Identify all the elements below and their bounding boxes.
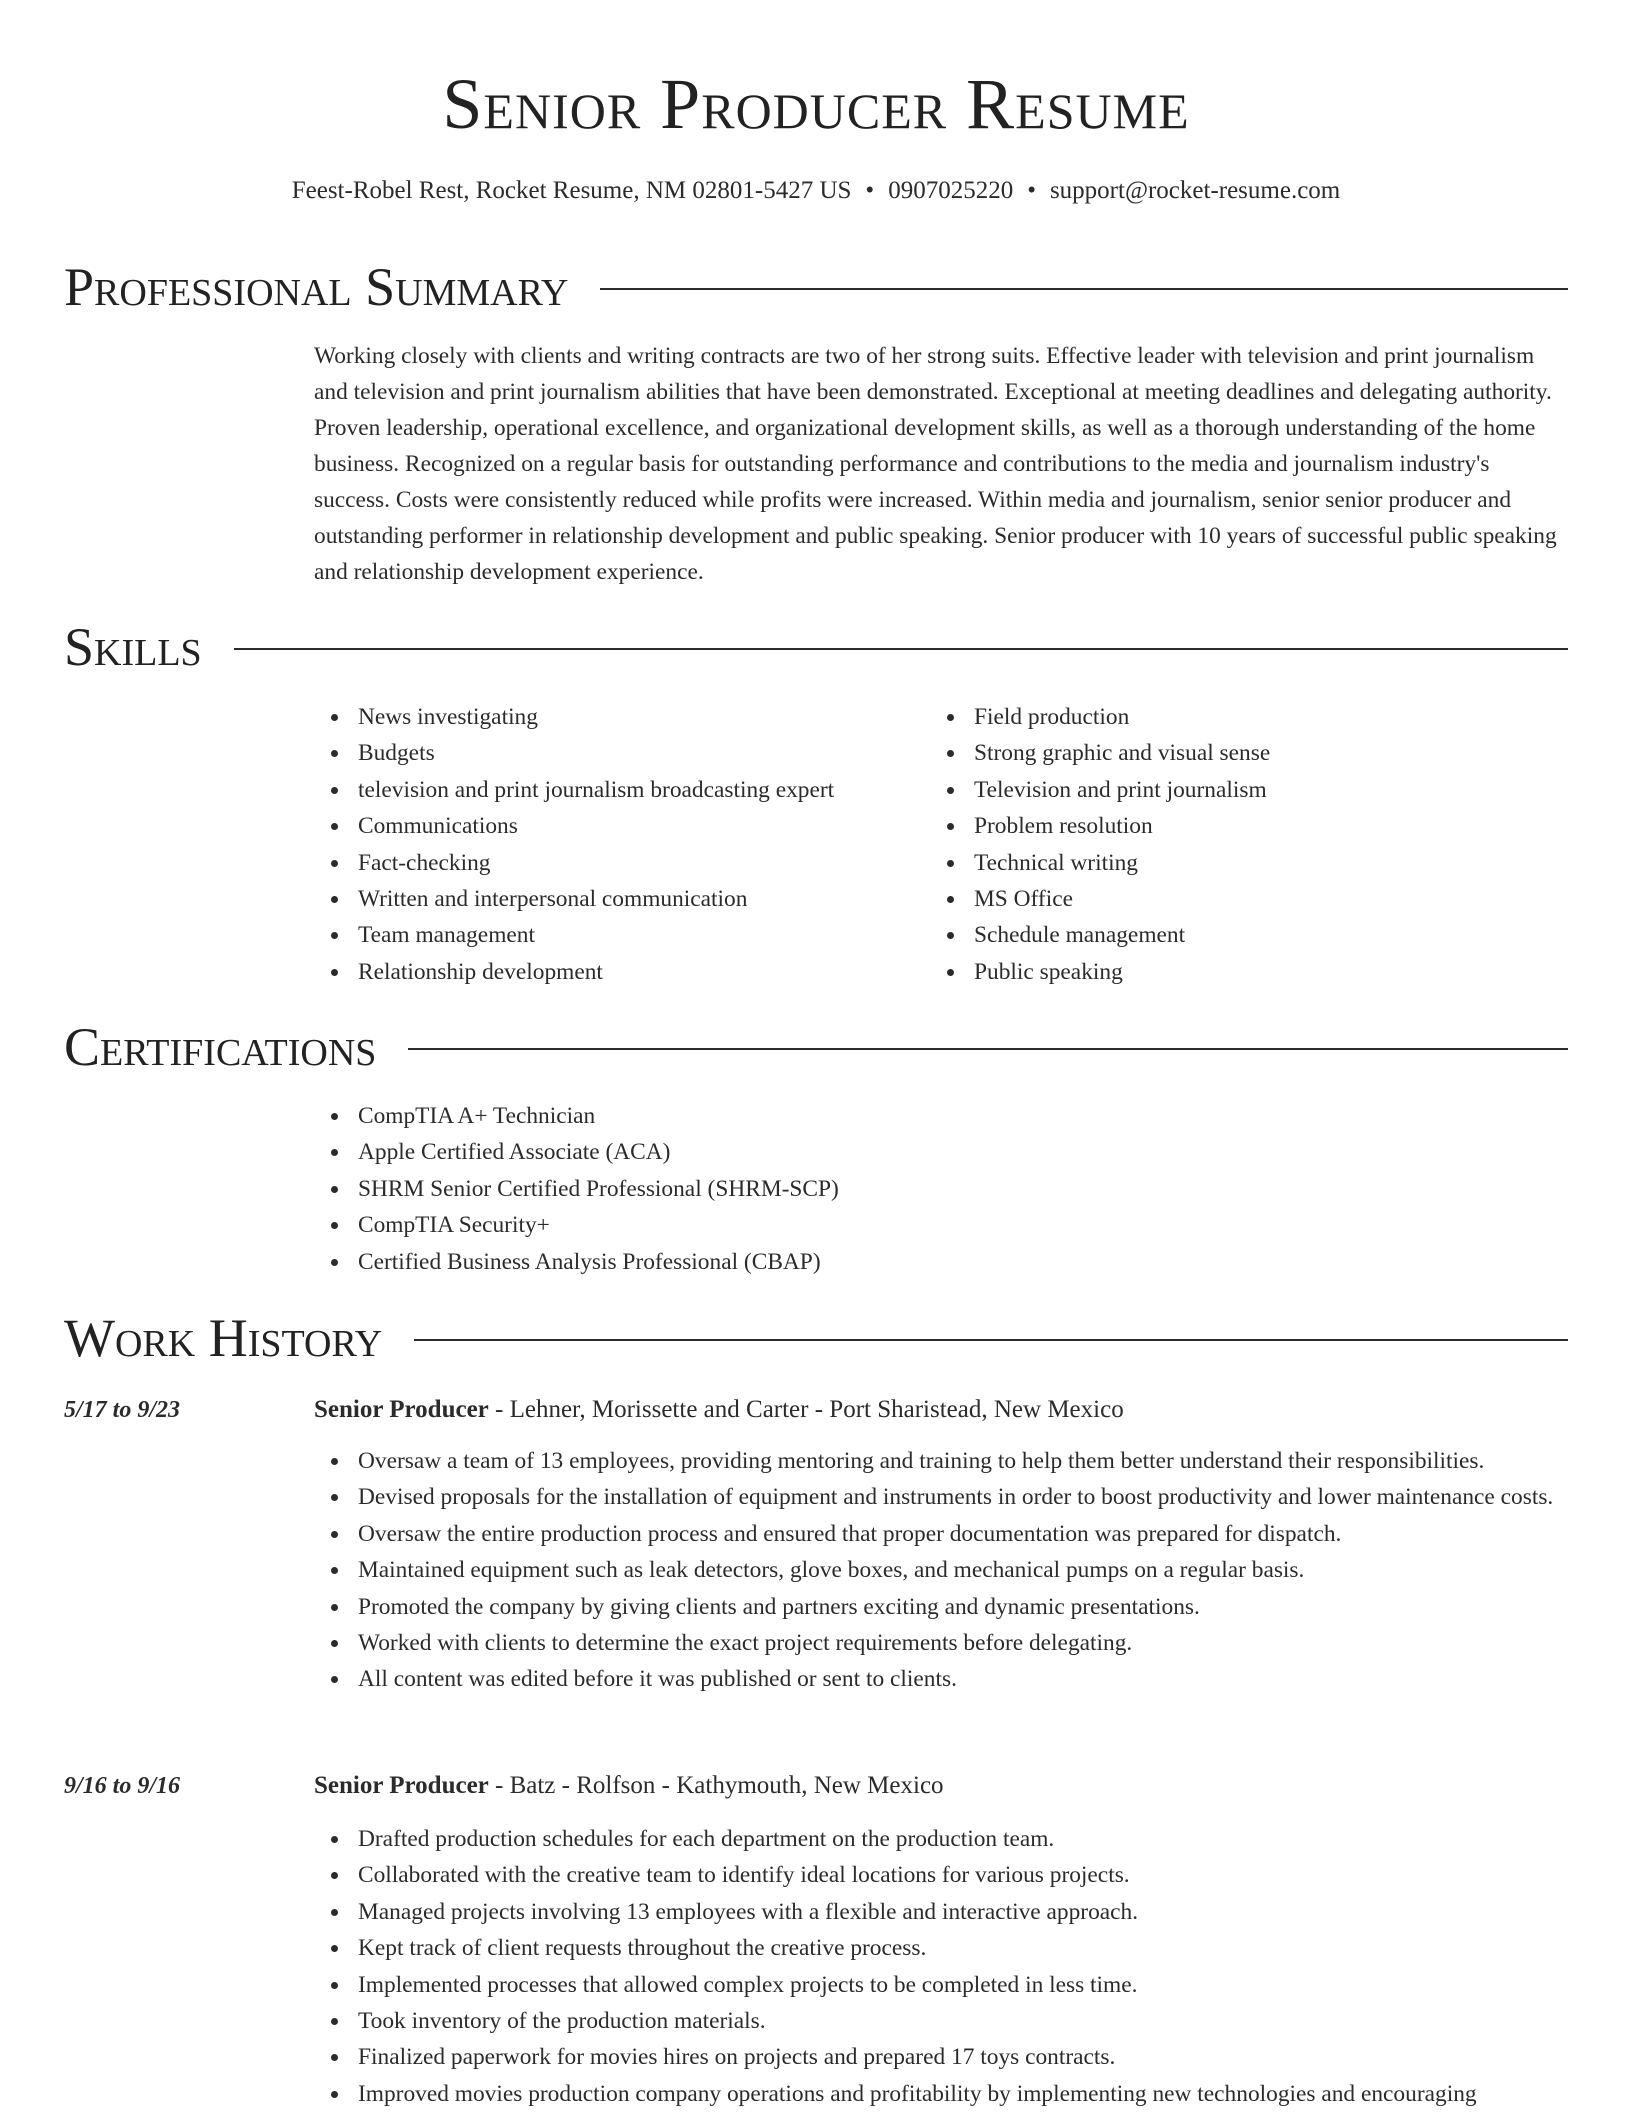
- job-duty-item: Oversaw a team of 13 employees, providing mentoring and training to help them better understand their responsibilities.: [314, 1443, 1570, 1479]
- section-title: Work History: [64, 1308, 383, 1368]
- section-divider: [408, 1048, 1568, 1050]
- job-dates: 5/17 to 9/23: [64, 1397, 181, 1423]
- certification-item: CompTIA Security+: [314, 1207, 1564, 1243]
- job-duty-item: Oversaw the entire production process and ensured that proper documentation was prepared for dispatch.: [314, 1516, 1570, 1552]
- skills-list-right: [930, 699, 1560, 990]
- section-header-skills: [64, 616, 1568, 678]
- certification-item: Certified Business Analysis Professional (CBAP): [314, 1244, 1564, 1280]
- section-divider: [600, 288, 1568, 290]
- job-duty-item: Drafted production schedules for each department on the production team.: [314, 1821, 1570, 1857]
- skills-list-left: [314, 699, 914, 990]
- contact-line: [0, 176, 1632, 206]
- contact-separator: •: [1027, 177, 1036, 204]
- job-duty-item: Improved movies production company operations and profitability by implementing new technologies and encouraging: [314, 2076, 1570, 2112]
- certification-item: SHRM Senior Certified Professional (SHRM-SCP): [314, 1171, 1564, 1207]
- certification-item: CompTIA A+ Technician: [314, 1098, 1564, 1134]
- job-title: Senior Producer: [314, 1772, 489, 1799]
- job-employer-location: - Lehner, Morissette and Carter - Port Sharistead, New Mexico: [488, 1396, 1124, 1423]
- job-duty-item: Worked with clients to determine the exact project requirements before delegating.: [314, 1625, 1570, 1661]
- resume-title: Senior Producer Resume: [442, 64, 1190, 144]
- summary-text: Working closely with clients and writing contracts are two of her strong suits. Effective leader with television and print journalism and television and print journalism abilities that have been demonstrated. Exceptional at meeting deadlines and delegating authority. Proven leadership, operational excellence, and organizational development skills, as well as a thorough understanding of the home business. Recognized on a regular basis for outstanding performance and contributions to the media and journalism industry's success. Costs were consistently reduced while profits were increased. Within media and journalism, senior senior producer and outstanding performer in relationship development and public speaking. Senior producer with 10 years of successful public speaking and relationship development experience.: [314, 343, 1557, 585]
- skill-item: News investigating: [314, 699, 914, 735]
- skill-item: Fact-checking: [314, 845, 914, 881]
- section-title: Certifications: [64, 1017, 377, 1077]
- job-duties-list: [314, 1821, 1570, 2112]
- job-duty-item: Promoted the company by giving clients and partners exciting and dynamic presentations.: [314, 1589, 1570, 1625]
- skill-item: Technical writing: [930, 845, 1560, 881]
- job-duties-list: [314, 1443, 1570, 1698]
- skill-item: Public speaking: [930, 954, 1560, 990]
- skill-item: Relationship development: [314, 954, 914, 990]
- certifications-list: [314, 1098, 1564, 1280]
- job-heading: [314, 1769, 1564, 1803]
- contact-separator: •: [865, 177, 875, 204]
- job-duty-item: All content was edited before it was published or sent to clients.: [314, 1661, 1570, 1697]
- skill-item: Written and interpersonal communication: [314, 881, 914, 917]
- job-duty-item: Maintained equipment such as leak detectors, glove boxes, and mechanical pumps on a regular basis.: [314, 1552, 1570, 1588]
- section-header-certifications: [64, 1016, 1568, 1078]
- section-divider: [414, 1339, 1568, 1341]
- section-title: Skills: [64, 617, 202, 677]
- job-employer-location: - Batz - Rolfson - Kathymouth, New Mexico: [488, 1772, 944, 1799]
- skill-item: Field production: [930, 699, 1560, 735]
- section-header-work-history: [64, 1307, 1568, 1369]
- job-heading: [314, 1393, 1564, 1427]
- job-duty-item: Implemented processes that allowed complex projects to be completed in less time.: [314, 1967, 1570, 2003]
- skill-item: Communications: [314, 808, 914, 844]
- skill-item: Strong graphic and visual sense: [930, 735, 1560, 771]
- job-duty-item: Managed projects involving 13 employees with a flexible and interactive approach.: [314, 1894, 1570, 1930]
- skill-item: MS Office: [930, 881, 1560, 917]
- skill-item: Budgets: [314, 735, 914, 771]
- skill-item: Team management: [314, 917, 914, 953]
- section-divider: [234, 648, 1568, 650]
- certification-item: Apple Certified Associate (ACA): [314, 1134, 1564, 1170]
- contact-address: Feest-Robel Rest, Rocket Resume, NM 02801-5427 US: [291, 177, 852, 204]
- job-duty-item: Finalized paperwork for movies hires on projects and prepared 17 toys contracts.: [314, 2039, 1570, 2075]
- contact-phone: 0907025220: [888, 177, 1014, 204]
- job-duty-item: Kept track of client requests throughout the creative process.: [314, 1930, 1570, 1966]
- job-title: Senior Producer: [314, 1396, 489, 1423]
- skill-item: Television and print journalism: [930, 772, 1560, 808]
- job-dates: 9/16 to 9/16: [64, 1773, 181, 1799]
- job-duty-item: Collaborated with the creative team to identify ideal locations for various projects.: [314, 1857, 1570, 1893]
- job-duty-item: Took inventory of the production materials.: [314, 2003, 1570, 2039]
- skill-item: Schedule management: [930, 917, 1560, 953]
- skill-item: television and print journalism broadcasting expert: [314, 772, 914, 808]
- skill-item: Problem resolution: [930, 808, 1560, 844]
- section-header-summary: [64, 256, 1568, 318]
- section-title: Professional Summary: [64, 257, 569, 317]
- contact-email: support@rocket-resume.com: [1049, 177, 1341, 204]
- job-duty-item: Devised proposals for the installation of equipment and instruments in order to boost productivity and lower maintenance costs.: [314, 1479, 1570, 1515]
